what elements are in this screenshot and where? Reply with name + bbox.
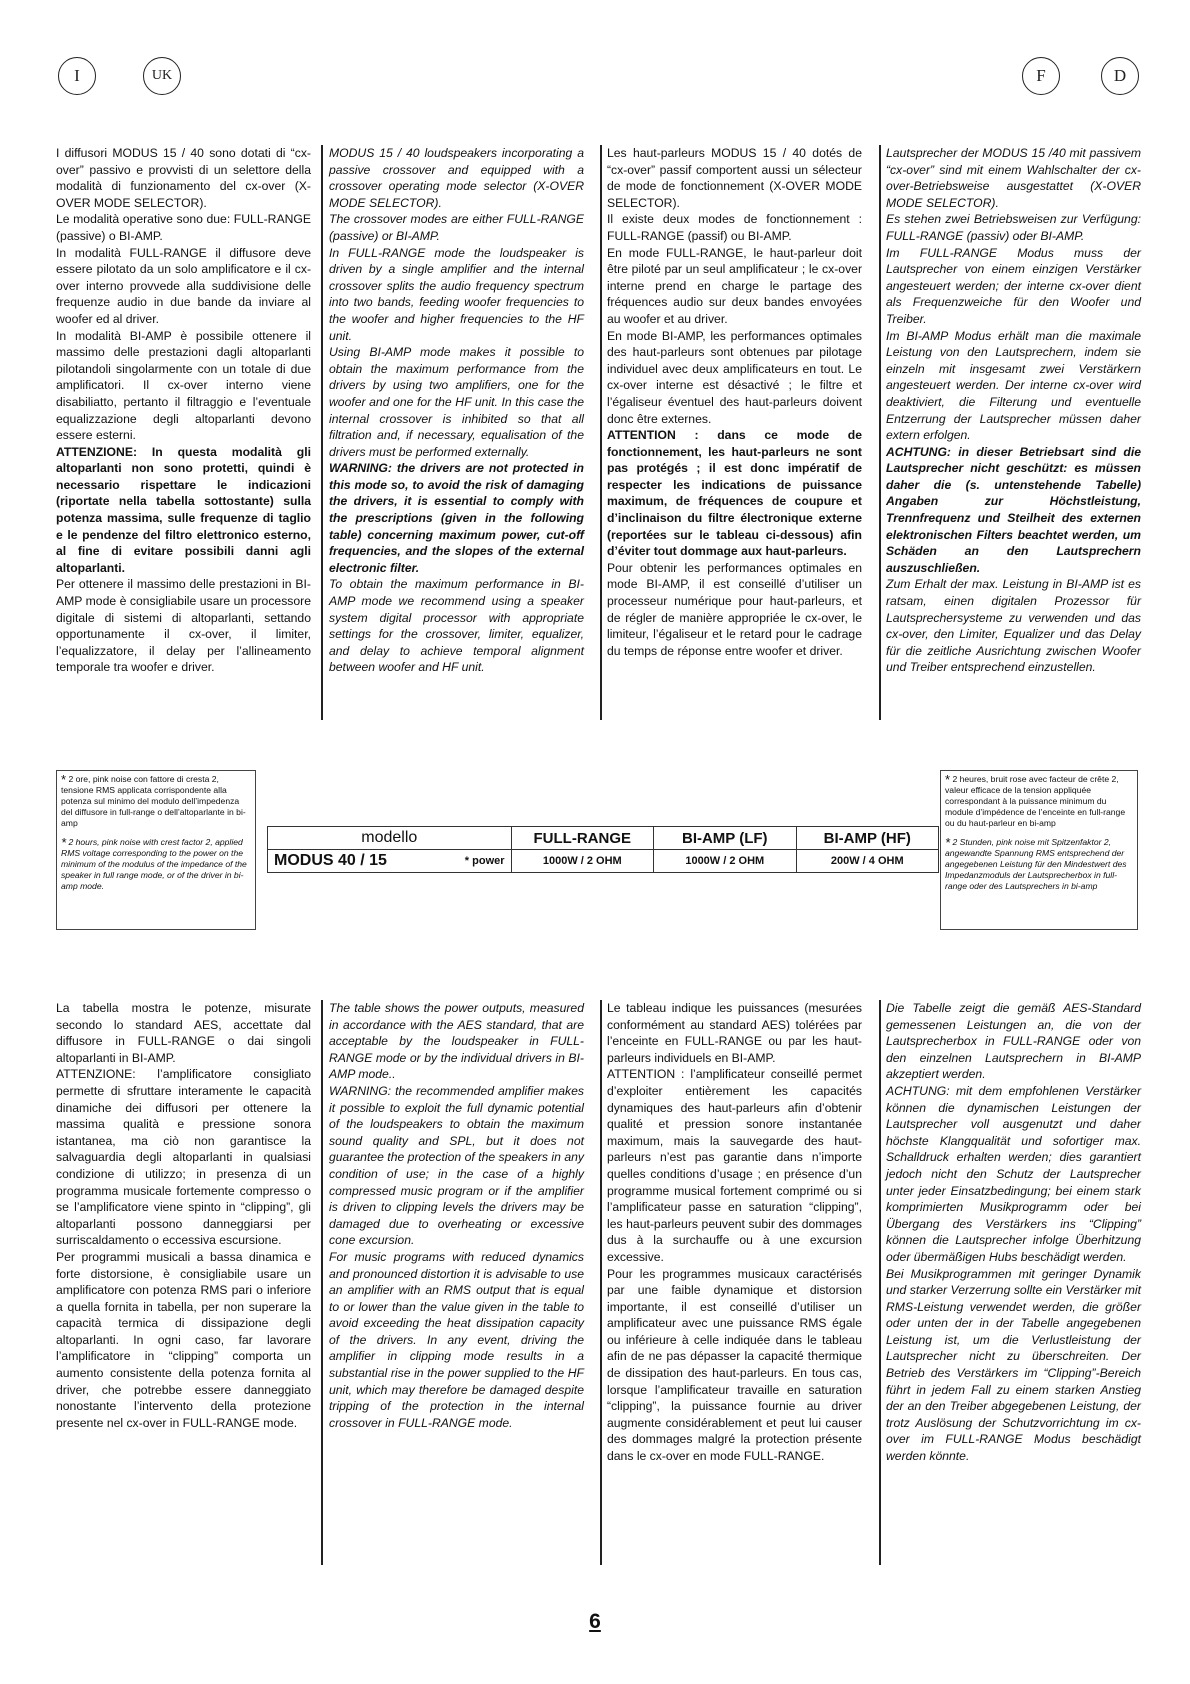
paragraph: ATTENZIONE: l’amplificatore consigliato permette di sfruttare interamente le capacità dinamiche dei diffusori per ottenere la massima qualità e pressione sonora istantanea, ma ciò non garantisce la salvaguardia degli altoparlanti in qualsiasi condizione di utilizzo; in presenza di un programma musicale fortemente compresso o se l’amplificatore viene spinto in “clipping”, gli altoparlanti possono danneggiarsi per surriscaldamento o eccessiva escursione.: [56, 1067, 311, 1248]
top-col-it: [56, 145, 311, 676]
asterisk: *: [945, 772, 951, 787]
value-bi-amp-hf: 200W / 4 OHM: [796, 850, 939, 873]
paragraph: Bei Musikprogrammen mit geringer Dynamik und starker Verzerrung sollte ein Verstärker mit RMS-Leistung verwendet werden, die größer oder unten der in der Tabelle angegebenen Leistung ist, um die Verlustleistung der Lautsprecher nicht zu überschreiten. Der Betrieb des Verstärkers im “Clipping”-Bereich führt in jedem Fall zu einem starken Anstieg der an den Treiber abgegebenen Leistung, der trotz Auslösung der Schutzvorrichtung im cx-over im FULL-RANGE Modus beschädigt werden könnte.: [886, 1266, 1141, 1464]
header-bi-amp-hf: BI-AMP (HF): [796, 827, 939, 850]
note-de: [945, 837, 1133, 892]
paragraph: The table shows the power outputs, measured in accordance with the AES standard, that are acceptable by the loudspeaker in FULL-RANGE mode or by the individual drivers in BI-AMP mode..: [329, 1001, 584, 1082]
paragraph: Im BI-AMP Modus erhält man die maximale Leistung von den Lautsprechern, indem sie einzeln mit insgesamt zwei Verstärkern angesteuert werden. Der interne cx-over wird deaktiviert, die Filterung und eventuelle Entzerrung der Lautsprecher müssen daher extern erfolgen.: [886, 328, 1141, 443]
paragraph: ACHTUNG: mit dem empfohlenen Verstärker können die dynamischen Leistungen der Lautsprecher voll ausgenutzt und daher höchste Klangqualität und sofortiger max. Schalldruck erhalten werden; dies garantiert jedoch nicht den Schutz der Lautsprecher unter jeder Einsatzbedingung; bei einem stark komprimierten Musikprogramm oder bei Übergang des Verstärkers ins “Clipping” können die Lautsprecher infolge Überhitzung oder übermäßigen Hubs beschädigt werden.: [886, 1083, 1141, 1264]
paragraph: Es stehen zwei Betriebsweisen zur Verfügung: FULL-RANGE (passiv) oder BI-AMP.: [886, 212, 1141, 243]
asterisk: *: [61, 772, 67, 787]
value-full-range: 1000W / 2 OHM: [511, 850, 653, 873]
paragraph: In modalità FULL-RANGE il diffusore deve essere pilotato da un solo amplificatore e il cx-over interno provvede alla suddivisione delle frequenze audio in due bande da inviare al woofer ed al driver.: [56, 245, 311, 326]
table-row: [268, 850, 939, 873]
paragraph-warning: WARNING: the drivers are not protected in this mode so, to avoid the risk of damaging the drivers, it is essential to comply with the prescriptions (given in the following table) concerning maximum power, cut-off frequencies, and the slopes of the external electronic filter.: [329, 461, 584, 575]
paragraph: En mode BI-AMP, les performances optimales des haut-parleurs sont obtenues par pilotage individuel avec deux amplificateurs en tout. Le cx-over interne est désactivé ; le filtre et l’égaliseur éventuel des haut-parleurs doivent donc être externes.: [607, 328, 862, 426]
bottom-col-de: [886, 1000, 1141, 1465]
paragraph: Pour obtenir les performances optimales en mode BI-AMP, il est conseillé d’utiliser un processeur numérique pour haut-parleurs, et de régler de manière appropriée le cx-over, le limiteur, l’égaliseur et le retard pour le cadrage du temps de réponse entre woofer et driver.: [607, 560, 862, 658]
badge-uk: UK: [143, 57, 181, 95]
note-uk-text: 2 hours, pink noise with crest factor 2, applied RMS voltage corresponding to the power on the minimum of the modulus of the impedance of the speaker in full range mode, or of the driver in bi-amp mode.: [61, 837, 247, 891]
page-number: 6: [589, 1610, 601, 1633]
bottom-col-it: [56, 1000, 311, 1431]
paragraph: En mode FULL-RANGE, le haut-parleur doit être piloté par un seul amplificateur ; le cx-over interne prend en charge le partage des fréquences audio sur deux bandes envoyées au woofer et au driver.: [607, 245, 862, 326]
paragraph: I diffusori MODUS 15 / 40 sono dotati di “cx-over” passivo e provvisti di un selettore della modalità di funzionamento del cx-over (X-OVER MODE SELECTOR).: [56, 146, 311, 210]
top-col-de: [886, 145, 1141, 676]
note-de-text: 2 Stunden, pink noise mit Spitzenfaktor 2, angewandte Spannung RMS entsprechend der angegebenen Leistung für den Mindestwert des Impedanzmoduls der Lautsprecherbox in full-range oder des Lautsprechers in bi-amp: [945, 837, 1127, 891]
paragraph: Im FULL-RANGE Modus muss der Lautsprecher von einem einzigen Verstärker angesteuert werden; der interne cx-over dient als Frequenzweiche für den Woofer und Treiber.: [886, 245, 1141, 326]
paragraph: Les haut-parleurs MODUS 15 / 40 dotés de “cx-over” passif comportent aussi un sélecteur de mode de fonctionnement (X-OVER MODE SELECTOR).: [607, 146, 862, 210]
note-it-text: 2 ore, pink noise con fattore di cresta 2, tensione RMS applicata corrispondente alla potenza sul minimo del modulo dell’impedenza del diffusore in full-range o dell’altoparlante in bi-amp: [61, 774, 246, 828]
paragraph: Le tableau indique les puissances (mesurées conformément au standard AES) tolérées par l’enceinte en FULL-RANGE ou par les haut-parleurs individuels en BI-AMP.: [607, 1001, 862, 1065]
paragraph: Die Tabelle zeigt die gemäß AES-Standard gemessenen Leistungen an, die von der Lautsprecherbox in FULL-RANGE oder von den einzelnen Lautsprechern in BI-AMP akzeptiert werden.: [886, 1001, 1141, 1082]
value-bi-amp-lf: 1000W / 2 OHM: [654, 850, 796, 873]
paragraph: La tabella mostra le potenze, misurate secondo lo standard AES, accettate dal diffusore in FULL-RANGE o dai singoli altoparlanti in BI-AMP.: [56, 1001, 311, 1065]
asterisk: *: [945, 835, 951, 850]
power-label: * power: [464, 855, 505, 867]
paragraph: WARNING: the recommended amplifier makes it possible to exploit the full dynamic potential of the loudspeakers to obtain the maximum sound quality and SPL, but it does not guarantee the protection of the speakers in any condition of use; in the case of a highly compressed music program or if the amplifier is driven to clipping levels the drivers may be damaged due to overheating or excessive cone excursion.: [329, 1083, 584, 1248]
paragraph: Pour les programmes musicaux caractérisés par une faible dynamique et distorsion importante, il est conseillé d’utiliser un amplificateur avec une puissance RMS égale ou inférieure à celle indiquée dans le tableau afin de ne pas dépasser la capacité thermique de dissipation des haut-parleurs. En tous cas, lorsque l’amplificateur travaille en saturation “clipping”, la puissance fournie au driver augmente considérablement et peut lui causer des dommages malgré la protection présente dans le cx-over en mode FULL-RANGE.: [607, 1266, 862, 1464]
bottom-col-fr: [607, 1000, 862, 1465]
model-cell: [268, 850, 512, 873]
paragraph: In FULL-RANGE mode the loudspeaker is driven by a single amplifier and the internal crossover splits the audio frequency spectrum into two bands, feeding woofer frequencies to the woofer and higher frequencies to the HF unit.: [329, 245, 584, 343]
paragraph: For music programs with reduced dynamics and pronounced distortion it is advisable to use an amplifier with an RMS output that is equal to or lower than the value given in the table to avoid exceeding the heat dissipation capacity of the drivers. In any event, driving the amplifier in clipping mode results in a substantial rise in the power supplied to the HF unit, which may therefore be damaged despite tripping of the protection in the internal crossover in FULL-RANGE mode.: [329, 1249, 584, 1430]
asterisk: *: [61, 835, 67, 850]
top-col-uk: [329, 145, 584, 676]
note-uk: [61, 837, 251, 892]
paragraph-warning: ATTENTION : dans ce mode de fonctionnement, les haut-parleurs ne sont pas protégés ; il est donc impératif de respecter les indications de puissance maximum, de fréquences de coupure et d’inclinaison du filtre électronique externe (reportées sur le tableau ci-dessous) afin d’éviter tout dommage aux haut-parleurs.: [607, 428, 862, 559]
paragraph: Le modalità operative sono due: FULL-RANGE (passive) o BI-AMP.: [56, 212, 311, 243]
divider: [321, 145, 323, 720]
divider: [600, 145, 602, 720]
paragraph: MODUS 15 / 40 loudspeakers incorporating a passive crossover and equipped with a crossover operating mode selector (X-OVER MODE SELECTOR).: [329, 146, 584, 210]
paragraph-warning: ATTENZIONE: In questa modalità gli altoparlanti non sono protetti, quindi è necessario rispettare le indicazioni (riportate nella tabella sottostante) sulla potenza massima, sulle frequenze di taglio e le pendenze del filtro elettronico esterno, al fine di evitare possibili danni agli altoparlanti.: [56, 444, 311, 575]
power-table: [267, 826, 939, 873]
top-col-fr: [607, 145, 862, 659]
paragraph: The crossover modes are either FULL-RANGE (passive) or BI-AMP.: [329, 212, 584, 243]
divider: [879, 1000, 881, 1565]
note-box-left: [56, 770, 256, 930]
paragraph: Lautsprecher der MODUS 15 /40 mit passivem “cx-over” sind mit einem Wahlschalter der cx-over-Betriebsweise ausgestattet (X-OVER MODE SELECTOR).: [886, 146, 1141, 210]
paragraph: Per ottenere il massimo delle prestazioni in BI-AMP mode è consigliabile usare un processore digitale di sistemi di altoparlanti, settando opportunamente il cx-over, il limiter, l’equalizzatore, il delay per l’allineamento temporale tra woofer e driver.: [56, 577, 311, 675]
header-bi-amp-lf: BI-AMP (LF): [654, 827, 796, 850]
paragraph: Il existe deux modes de fonctionnement : FULL-RANGE (passif) ou BI-AMP.: [607, 212, 862, 243]
badge-de: D: [1101, 57, 1139, 95]
bottom-col-uk: [329, 1000, 584, 1431]
paragraph: ATTENTION : l’amplificateur conseillé permet d’exploiter entièrement les capacités dynamiques des haut-parleurs afin d’obtenir qualité et pression sonore instantanée maximum, mais la sauvegarde des haut-parleurs n’est pas garantie dans n’importe quelles conditions d’usage ; en présence d’un programme musical fortement comprimé ou si l’amplificateur passe en saturation “clipping”, les haut-parleurs peuvent subir des dommages dus à la surchauffe ou à une excursion excessive.: [607, 1067, 862, 1264]
note-fr-text: 2 heures, bruit rose avec facteur de crête 2, valeur efficace de la tension appliquée correspondant à la puissance minimum du module d’impédence de l’enceinte en full-range ou du haut-parleur en bi-amp: [945, 774, 1126, 828]
header-modello: modello: [268, 827, 512, 850]
paragraph: To obtain the maximum performance in BI-AMP mode we recommend using a speaker system digital processor with appropriate settings for the crossover, limiter, equalizer, and delay to achieve temporal alignment between woofer and HF unit.: [329, 577, 584, 675]
badge-fr: F: [1022, 57, 1060, 95]
note-it: [61, 774, 251, 829]
paragraph: Using BI-AMP mode makes it possible to obtain the maximum performance from the drivers by using two amplifiers, one for the woofer and one for the HF unit. In this case the internal crossover is inhibited so that all filtration and, if necessary, equalisation of the drivers must be performed externally.: [329, 345, 584, 459]
divider: [600, 1000, 602, 1565]
header-full-range: FULL-RANGE: [511, 827, 653, 850]
paragraph: Zum Erhalt der max. Leistung in BI-AMP ist es ratsam, einen digitalen Prozessor für Lautsprechersysteme zu verwenden und das cx-over, den Limiter, Equalizer und das Delay für die zeitliche Ausrichtung zwischen Woofer und Treiber entsprechend einzustellen.: [886, 577, 1141, 675]
badge-it: I: [58, 57, 96, 95]
table-header-row: [268, 827, 939, 850]
note-fr: [945, 774, 1133, 829]
note-box-right: [940, 770, 1138, 930]
divider: [321, 1000, 323, 1565]
model-name: MODUS 40 / 15: [274, 852, 387, 869]
paragraph: In modalità BI-AMP è possibile ottenere il massimo delle prestazioni dagli altoparlanti pilotandoli singolarmente con un totale di due amplificatori. Il cx-over interno viene disabiliatto, pertanto il filtraggio e l’eventuale equalizzazione degli altoparlanti devono essere esterni.: [56, 328, 311, 443]
paragraph: Per programmi musicali a bassa dinamica e forte distorsione, è consigliabile usare un amplificatore con potenza RMS pari o inferiore a quella fornita in tabella, per non superare la capacità termica di dissipazione degli altoparlanti. In ogni caso, far lavorare l’amplificatore in “clipping” comporta un aumento consistente della potenza fornita al driver, che potrebbe essere danneggiato nonostante l’intervento della protezione presente nel cx-over in FULL-RANGE mode.: [56, 1249, 311, 1430]
paragraph-warning: ACHTUNG: in dieser Betriebsart sind die Lautsprecher nicht geschützt: es müssen daher die (s. untenstehende Tabelle) Angaben zur Höchstleistung, Trennfrequenz und Steilheit des externen elektronischen Filters beachtet werden, um Schäden an den Lautsprechern auszuschließen.: [886, 444, 1141, 575]
divider: [879, 145, 881, 720]
